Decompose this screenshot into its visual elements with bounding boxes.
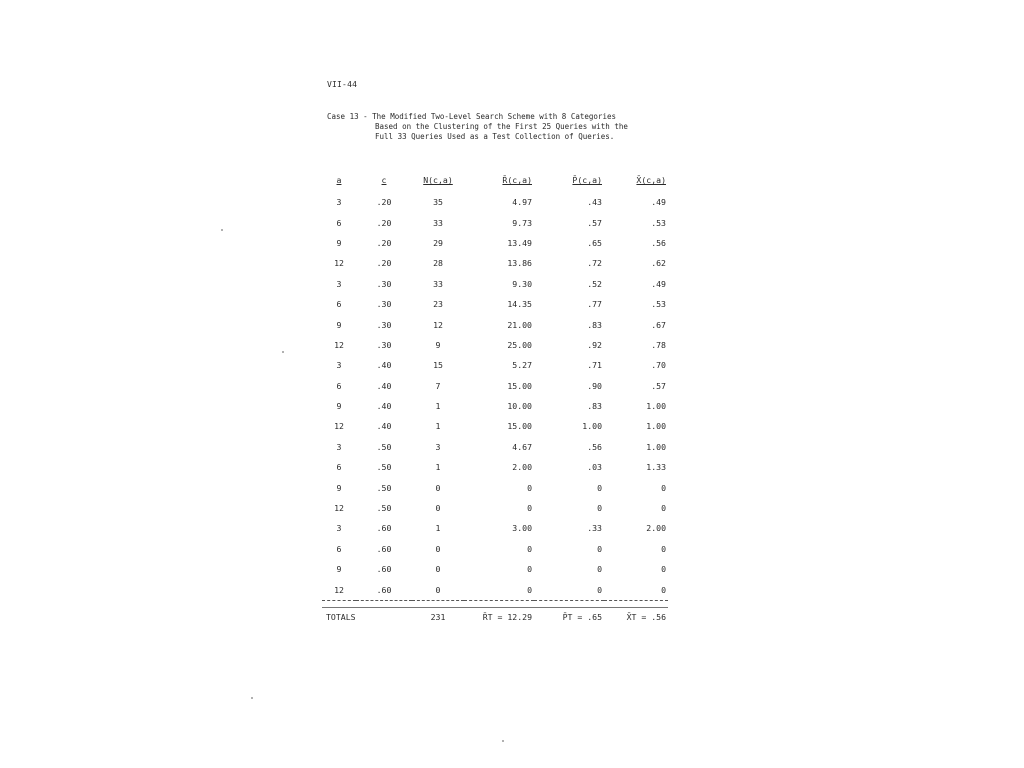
table-row <box>322 539 668 559</box>
cell-a: 12 <box>334 421 344 432</box>
table-row <box>322 396 668 416</box>
cell-x: .62 <box>651 258 666 269</box>
cell-x: 0 <box>661 584 666 595</box>
cell-x: 2.00 <box>646 523 666 534</box>
cell-a: 6 <box>336 462 342 473</box>
cell-p: .72 <box>587 258 602 269</box>
cell-p: .83 <box>587 401 602 412</box>
cell-x: .70 <box>651 360 666 371</box>
cell-c: .20 <box>376 217 392 228</box>
cell-c: .60 <box>376 564 392 575</box>
cell-p: .92 <box>587 339 602 350</box>
cell-x: 1.00 <box>646 401 666 412</box>
cell-a: 3 <box>336 278 342 289</box>
cell-p: .56 <box>587 441 602 452</box>
cell-n: 33 <box>433 278 443 289</box>
cell-a: 3 <box>336 523 342 534</box>
cell-c: .50 <box>376 503 392 514</box>
cell-r: 10.00 <box>507 401 532 412</box>
cell-n: 15 <box>433 360 443 371</box>
cell-n: 0 <box>435 584 441 595</box>
cell-x: .56 <box>651 237 666 248</box>
cell-r: 3.00 <box>512 523 532 534</box>
cell-r: 21.00 <box>507 319 532 330</box>
cell-n: 0 <box>435 482 441 493</box>
cell-p: 1.00 <box>582 421 602 432</box>
cell-n: 33 <box>433 217 443 228</box>
page-number: VII-44 <box>327 80 358 89</box>
cell-a: 9 <box>336 482 342 493</box>
totals-separator <box>322 600 668 607</box>
cell-p: 0 <box>597 584 602 595</box>
cell-p: .52 <box>587 278 602 289</box>
header-x: X̄(c,a) <box>636 175 666 185</box>
cell-r: 2.00 <box>512 462 532 473</box>
cell-r: 5.27 <box>512 360 532 371</box>
cell-p: 0 <box>597 543 602 554</box>
cell-x: 0 <box>661 503 666 514</box>
cell-c: .50 <box>376 482 392 493</box>
cell-a: 9 <box>336 237 342 248</box>
cell-c: .20 <box>376 237 392 248</box>
cell-r: 4.67 <box>512 441 532 452</box>
table-body <box>322 192 668 600</box>
table-row <box>322 294 668 314</box>
table-row <box>322 437 668 457</box>
cell-c: .50 <box>376 441 392 452</box>
header-c: c <box>381 175 387 185</box>
cell-n: 3 <box>435 441 441 452</box>
cell-a: 12 <box>334 584 344 595</box>
scan-speck <box>221 229 223 231</box>
cell-x: .57 <box>651 380 666 391</box>
cell-r: 0 <box>527 543 532 554</box>
cell-r: 13.86 <box>507 258 532 269</box>
cell-c: .30 <box>376 299 392 310</box>
cell-c: .20 <box>376 258 392 269</box>
cell-n: 7 <box>435 380 441 391</box>
cell-x: 1.33 <box>646 462 666 473</box>
cell-r: 25.00 <box>507 339 532 350</box>
cell-p: 0 <box>597 482 602 493</box>
caption-line-3: Full 33 Queries Used as a Test Collection of Queries. <box>375 132 615 141</box>
cell-a: 9 <box>336 319 342 330</box>
cell-r: 4.97 <box>512 197 532 208</box>
cell-a: 9 <box>336 564 342 575</box>
cell-a: 6 <box>336 543 342 554</box>
cell-n: 9 <box>435 339 441 350</box>
cell-p: 0 <box>597 564 602 575</box>
cell-r: 0 <box>527 584 532 595</box>
cell-p: .90 <box>587 380 602 391</box>
table-row <box>322 314 668 334</box>
cell-a: 6 <box>336 380 342 391</box>
cell-x: .53 <box>651 217 666 228</box>
cell-a: 6 <box>336 217 342 228</box>
cell-r: 9.73 <box>512 217 532 228</box>
scan-speck <box>282 351 284 353</box>
caption-line-2: Based on the Clustering of the First 25 Queries with the <box>375 122 628 131</box>
cell-x: .78 <box>651 339 666 350</box>
cell-x: 1.00 <box>646 441 666 452</box>
cell-n: 1 <box>435 462 441 473</box>
cell-a: 3 <box>336 197 342 208</box>
cell-r: 13.49 <box>507 237 532 248</box>
cell-x: .53 <box>651 299 666 310</box>
table-row <box>322 559 668 579</box>
cell-x: .49 <box>651 197 666 208</box>
totals-p: P̄T = .65 <box>562 611 602 622</box>
cell-c: .60 <box>376 543 392 554</box>
cell-c: .20 <box>376 197 392 208</box>
cell-r: 14.35 <box>507 299 532 310</box>
totals-label: TOTALS <box>326 611 356 622</box>
cell-p: .71 <box>587 360 602 371</box>
cell-r: 15.00 <box>507 380 532 391</box>
cell-c: .50 <box>376 462 392 473</box>
cell-r: 0 <box>527 564 532 575</box>
cell-p: .43 <box>587 197 602 208</box>
cell-n: 23 <box>433 299 443 310</box>
cell-a: 6 <box>336 299 342 310</box>
cell-x: .49 <box>651 278 666 289</box>
cell-c: .40 <box>376 380 392 391</box>
table-row <box>322 335 668 355</box>
header-n: N(c,a) <box>423 175 453 185</box>
cell-c: .40 <box>376 360 392 371</box>
table-row <box>322 274 668 294</box>
cell-r: 9.30 <box>512 278 532 289</box>
table-row <box>322 192 668 212</box>
cell-p: .57 <box>587 217 602 228</box>
cell-n: 29 <box>433 237 443 248</box>
scan-speck <box>251 697 253 699</box>
table-row <box>322 457 668 477</box>
header-p: P̄(c,a) <box>572 175 602 185</box>
header-r: R̄(c,a) <box>502 175 532 185</box>
cell-n: 35 <box>433 197 443 208</box>
table-row <box>322 498 668 518</box>
cell-p: .03 <box>587 462 602 473</box>
totals-row <box>322 607 668 630</box>
cell-r: 0 <box>527 482 532 493</box>
header-row <box>322 172 668 192</box>
table-row <box>322 518 668 538</box>
cell-n: 0 <box>435 543 441 554</box>
cell-p: .65 <box>587 237 602 248</box>
cell-a: 3 <box>336 360 342 371</box>
cell-c: .60 <box>376 584 392 595</box>
cell-a: 12 <box>334 339 344 350</box>
table-row <box>322 416 668 436</box>
table-caption <box>327 112 657 142</box>
cell-c: .30 <box>376 319 392 330</box>
cell-a: 12 <box>334 258 344 269</box>
table-row <box>322 212 668 232</box>
cell-c: .40 <box>376 421 392 432</box>
totals-n: 231 <box>430 611 446 622</box>
table-row <box>322 253 668 273</box>
cell-a: 12 <box>334 503 344 514</box>
cell-a: 9 <box>336 401 342 412</box>
cell-x: 0 <box>661 543 666 554</box>
cell-p: .33 <box>587 523 602 534</box>
cell-n: 12 <box>433 319 443 330</box>
cell-c: .30 <box>376 339 392 350</box>
cell-n: 0 <box>435 503 441 514</box>
cell-x: 1.00 <box>646 421 666 432</box>
table-row <box>322 233 668 253</box>
totals-r: R̄T = 12.29 <box>482 611 532 622</box>
cell-p: 0 <box>597 503 602 514</box>
table-row <box>322 477 668 497</box>
cell-p: .77 <box>587 299 602 310</box>
cell-n: 0 <box>435 564 441 575</box>
table-row <box>322 376 668 396</box>
cell-p: .83 <box>587 319 602 330</box>
table-row <box>322 355 668 375</box>
scan-speck <box>502 740 504 742</box>
header-a: a <box>336 175 342 185</box>
cell-a: 3 <box>336 441 342 452</box>
cell-x: 0 <box>661 482 666 493</box>
cell-x: 0 <box>661 564 666 575</box>
cell-c: .30 <box>376 278 392 289</box>
cell-n: 1 <box>435 523 441 534</box>
caption-line-1: Case 13 - The Modified Two-Level Search Scheme with 8 Categories <box>327 112 616 121</box>
cell-r: 0 <box>527 503 532 514</box>
cell-n: 1 <box>435 401 441 412</box>
cell-n: 1 <box>435 421 441 432</box>
results-table <box>322 172 668 630</box>
cell-x: .67 <box>651 319 666 330</box>
cell-r: 15.00 <box>507 421 532 432</box>
totals-x: X̄T = .56 <box>626 611 666 622</box>
cell-c: .40 <box>376 401 392 412</box>
cell-c: .60 <box>376 523 392 534</box>
table-row <box>322 579 668 600</box>
cell-n: 28 <box>433 258 443 269</box>
